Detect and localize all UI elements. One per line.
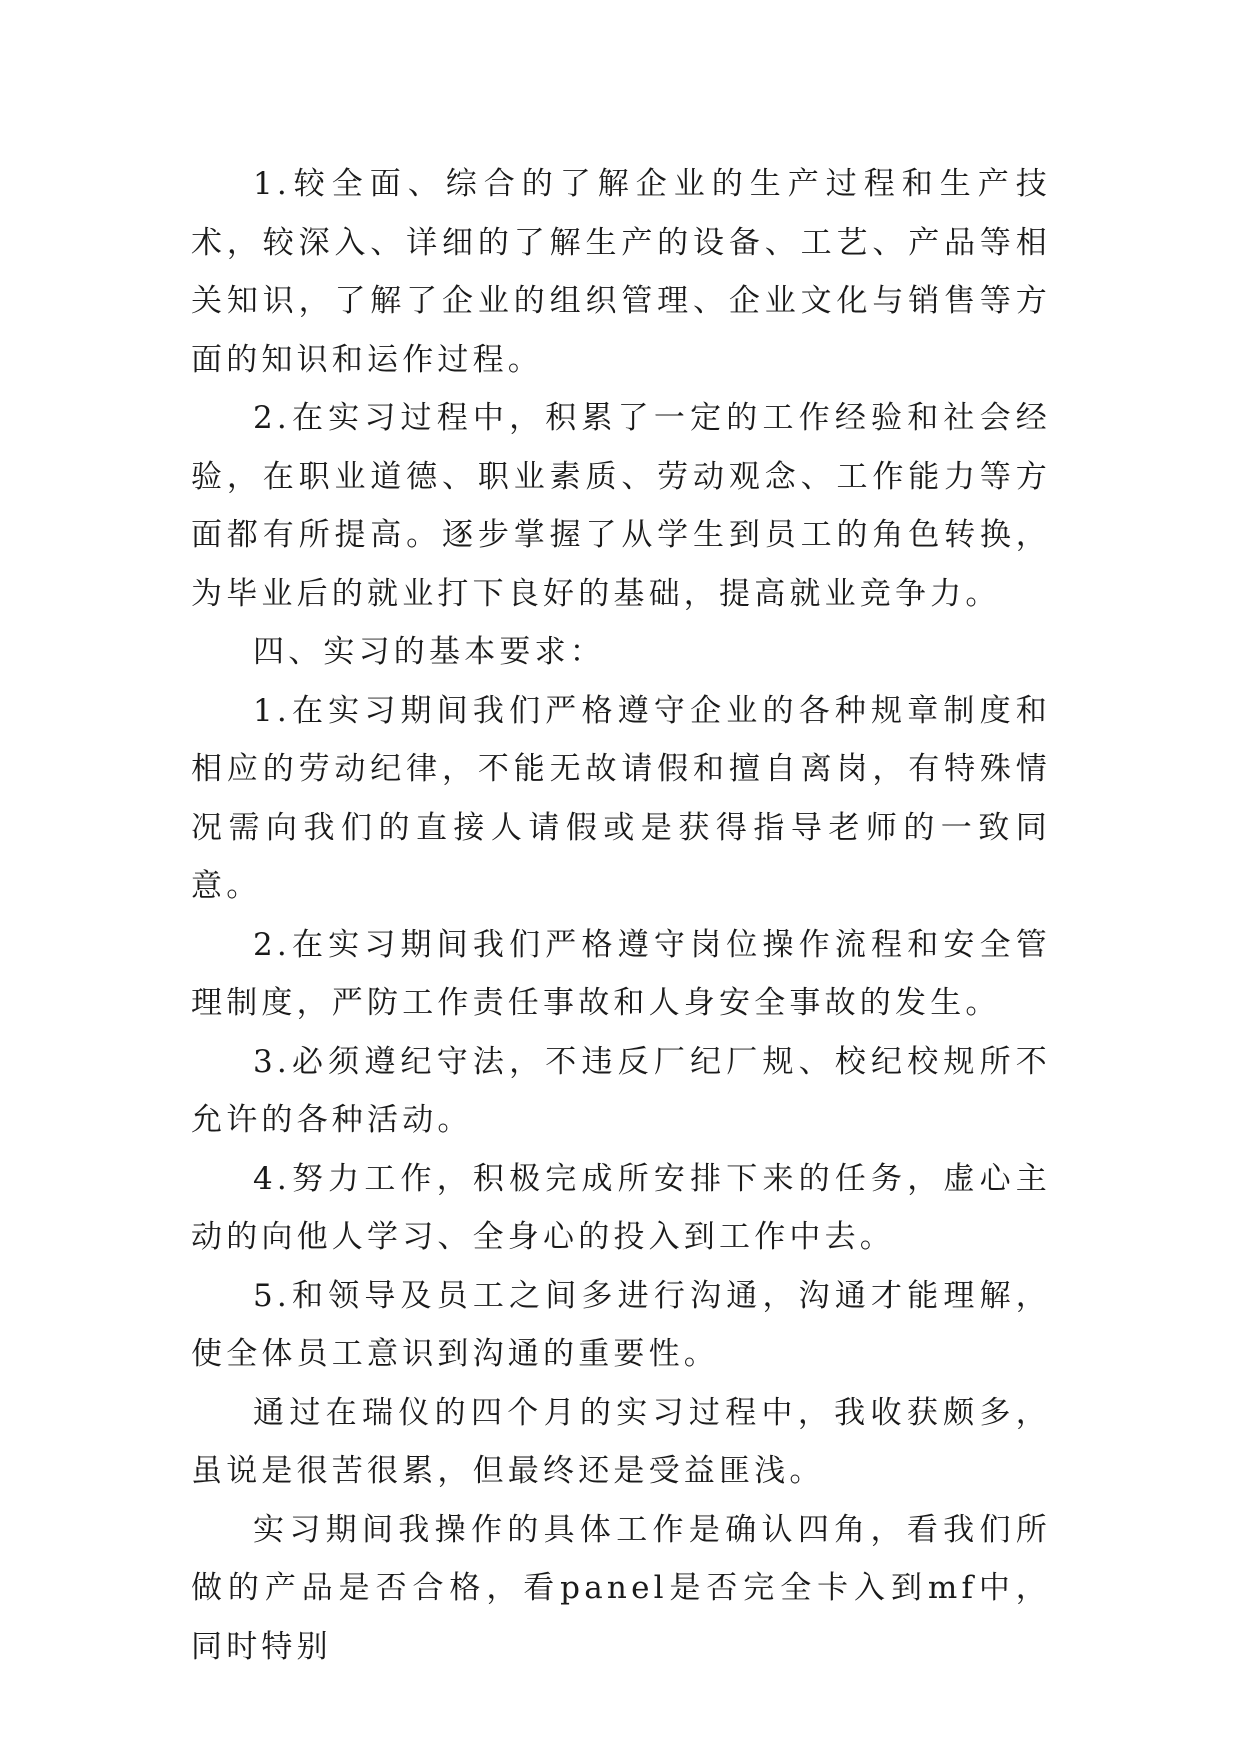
paragraph-requirement-1: 1.在实习期间我们严格遵守企业的各种规章制度和相应的劳动纪律，不能无故请假和擅自离岗，有特殊情况需向我们的直接人请假或是获得指导老师的一致同意。 [191,692,1051,904]
document-body [191,155,1051,1676]
paragraph-requirement-2: 2.在实习期间我们严格遵守岗位操作流程和安全管理制度，严防工作责任事故和人身安全事故的发生。 [191,926,1051,1021]
paragraph-goal-2: 2.在实习过程中，积累了一定的工作经验和社会经验，在职业道德、职业素质、劳动观念、工作能力等方面都有所提高。逐步掌握了从学生到员工的角色转换，为毕业后的就业打下良好的基础，提高就业竞争力。 [191,400,1051,612]
paragraph-goal-1: 1.较全面、综合的了解企业的生产过程和生产技术，较深入、详细的了解生产的设备、工艺、产品等相关知识，了解了企业的组织管理、企业文化与销售等方面的知识和运作过程。 [191,166,1051,378]
paragraph-requirement-4: 4.努力工作，积极完成所安排下来的任务，虚心主动的向他人学习、全身心的投入到工作中去。 [191,1160,1051,1255]
paragraph-work-details: 实习期间我操作的具体工作是确认四角，看我们所做的产品是否合格，看panel是否完全卡入到mf中，同时特别 [191,1511,1051,1665]
section-heading-requirements: 四、实习的基本要求： [253,634,605,670]
paragraph-summary: 通过在瑞仪的四个月的实习过程中，我收获颇多，虽说是很苦很累，但最终还是受益匪浅。 [191,1394,1051,1489]
paragraph-requirement-3: 3.必须遵纪守法，不违反厂纪厂规、校纪校规所不允许的各种活动。 [191,1043,1051,1138]
paragraph-requirement-5: 5.和领导及员工之间多进行沟通，沟通才能理解，使全体员工意识到沟通的重要性。 [191,1277,1051,1372]
